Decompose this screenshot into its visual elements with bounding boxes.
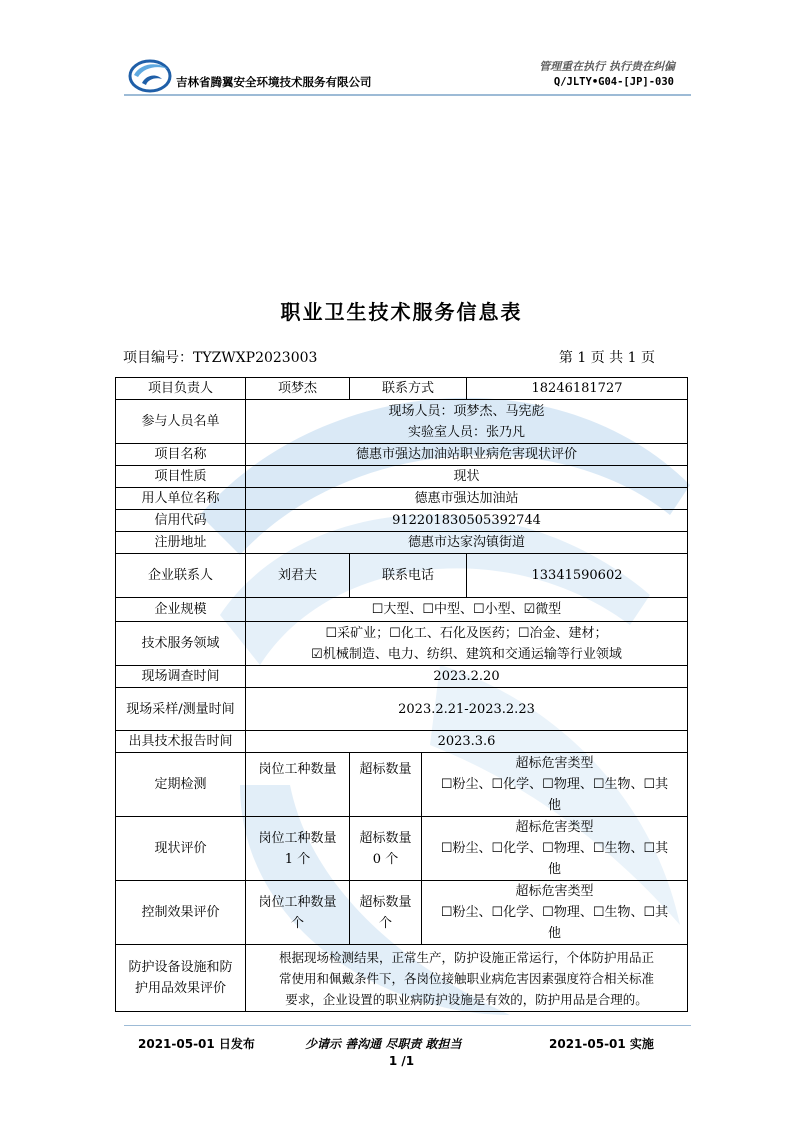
protection-text-line: 根据现场检测结果，正常生产，防护设施正常运行，个体防护用品正 bbox=[279, 949, 655, 965]
table-row bbox=[116, 400, 688, 444]
status-label: 现状评价 bbox=[116, 817, 246, 881]
address-value: 德惠市达家沟镇街道 bbox=[246, 532, 688, 554]
header-motto: 管理重在执行 执行贵在纠偏 bbox=[539, 60, 675, 73]
hazard-title: 超标危害类型 bbox=[515, 884, 594, 899]
page-title: 职业卫生技术服务信息表 bbox=[280, 300, 523, 324]
table-row bbox=[116, 622, 688, 666]
company-logo-icon bbox=[128, 55, 172, 93]
contact-label: 联系方式 bbox=[350, 378, 467, 400]
survey-label: 现场调查时间 bbox=[116, 666, 246, 688]
company-name: 吉林省腾翼安全环境技术服务有限公司 bbox=[176, 75, 372, 89]
hazard-title: 超标危害类型 bbox=[515, 756, 594, 771]
issue-date: 2021-05-01 日发布 bbox=[138, 1037, 255, 1051]
table-row bbox=[116, 488, 688, 510]
footer-divider bbox=[124, 1025, 691, 1026]
implementation-date: 2021-05-01 实施 bbox=[549, 1037, 654, 1051]
employer-value: 德惠市强达加油站 bbox=[246, 488, 688, 510]
address-label: 注册地址 bbox=[116, 532, 246, 554]
table-row bbox=[116, 378, 688, 400]
table-row bbox=[116, 945, 688, 1012]
ent-contact-label: 企业联系人 bbox=[116, 554, 246, 598]
footer-slogan: 少请示 善沟通 尽职责 敢担当 bbox=[305, 1037, 462, 1051]
ent-contact-value: 刘君夫 bbox=[246, 554, 350, 598]
table-row bbox=[116, 598, 688, 622]
page-number: 1 /1 bbox=[388, 1054, 415, 1068]
protection-text-line: 要求，企业设置的职业病防护设施是有效的，防护用品是合理的。 bbox=[285, 991, 648, 1007]
status-exceed-count: 0 个 bbox=[372, 851, 399, 867]
control-hazard-cell bbox=[422, 881, 688, 945]
table-row bbox=[116, 881, 688, 945]
contact-value: 18246181727 bbox=[467, 378, 688, 400]
table-row bbox=[116, 466, 688, 488]
participants-label: 参与人员名单 bbox=[116, 400, 246, 444]
control-posts: 岗位工种数量 bbox=[258, 894, 337, 910]
protection-label: 护用品效果评价 bbox=[134, 981, 226, 996]
periodic-exceed: 超标数量 bbox=[350, 753, 422, 817]
status-hazard-cell bbox=[422, 817, 688, 881]
table-row bbox=[116, 666, 688, 688]
hazard-options: 他 bbox=[548, 798, 562, 813]
table-row bbox=[116, 554, 688, 598]
participants-line: 实验室人员：张乃凡 bbox=[408, 424, 526, 440]
nature-label: 项目性质 bbox=[116, 466, 246, 488]
scale-label: 企业规模 bbox=[116, 598, 246, 622]
field-line: ☐采矿业；☐化工、石化及医药；☐冶金、建材； bbox=[325, 625, 608, 641]
leader-value: 项梦杰 bbox=[246, 378, 350, 400]
credit-label: 信用代码 bbox=[116, 510, 246, 532]
scale-value: ☐大型、☐中型、☐小型、☑微型 bbox=[246, 598, 688, 622]
project-name-label: 项目名称 bbox=[116, 444, 246, 466]
control-label: 控制效果评价 bbox=[116, 881, 246, 945]
employer-label: 用人单位名称 bbox=[116, 488, 246, 510]
report-value: 2023.3.6 bbox=[246, 731, 688, 753]
credit-value: 912201830505392744 bbox=[246, 510, 688, 532]
control-exceed-count: 个 bbox=[378, 915, 392, 931]
status-exceed: 超标数量 bbox=[359, 830, 412, 846]
project-number: 项目编号：TYZWXP2023003 bbox=[123, 350, 318, 366]
hazard-options: 他 bbox=[548, 862, 562, 877]
field-label: 技术服务领域 bbox=[116, 622, 246, 666]
control-exceed: 超标数量 bbox=[359, 894, 412, 910]
status-posts-count: 1 个 bbox=[284, 851, 311, 867]
table-row bbox=[116, 532, 688, 554]
table-row bbox=[116, 731, 688, 753]
status-exceed-cell bbox=[350, 817, 422, 881]
header-divider bbox=[124, 94, 691, 96]
table-row bbox=[116, 753, 688, 817]
info-table bbox=[115, 377, 688, 1012]
status-posts: 岗位工种数量 bbox=[258, 830, 337, 846]
participants-line: 现场人员：项梦杰、马宪彪 bbox=[388, 403, 545, 419]
report-label: 出具技术报告时间 bbox=[116, 731, 246, 753]
survey-value: 2023.2.20 bbox=[246, 666, 688, 688]
participants-cell bbox=[246, 400, 688, 444]
hazard-title: 超标危害类型 bbox=[515, 820, 594, 835]
protection-text-line: 常使用和佩戴条件下，各岗位接触职业病危害因素强度符合相关标准 bbox=[279, 970, 655, 986]
periodic-hazard-cell bbox=[422, 753, 688, 817]
field-cell bbox=[246, 622, 688, 666]
status-posts-cell bbox=[246, 817, 350, 881]
hazard-options: ☐粉尘、☐化学、☐物理、☐生物、☐其 bbox=[440, 905, 669, 920]
nature-value: 现状 bbox=[246, 466, 688, 488]
project-name-value: 德惠市强达加油站职业病危害现状评价 bbox=[246, 444, 688, 466]
control-posts-count: 个 bbox=[290, 915, 304, 931]
table-row bbox=[116, 817, 688, 881]
leader-label: 项目负责人 bbox=[116, 378, 246, 400]
table-row bbox=[116, 510, 688, 532]
control-exceed-cell bbox=[350, 881, 422, 945]
control-posts-cell bbox=[246, 881, 350, 945]
document-number: Q/JLTY•G04-[JP]-030 bbox=[553, 76, 674, 88]
sampling-label: 现场采样/测量时间 bbox=[116, 688, 246, 731]
periodic-label: 定期检测 bbox=[116, 753, 246, 817]
periodic-posts: 岗位工种数量 bbox=[246, 753, 350, 817]
protection-label-cell bbox=[116, 945, 246, 1012]
hazard-options: ☐粉尘、☐化学、☐物理、☐生物、☐其 bbox=[440, 841, 669, 856]
table-row bbox=[116, 444, 688, 466]
table-row bbox=[116, 688, 688, 731]
field-line: ☑机械制造、电力、纺织、建筑和交通运输等行业领域 bbox=[311, 646, 622, 662]
phone-label: 联系电话 bbox=[350, 554, 467, 598]
hazard-options: ☐粉尘、☐化学、☐物理、☐生物、☐其 bbox=[440, 777, 669, 792]
protection-label: 防护设备设施和防 bbox=[128, 960, 233, 975]
protection-cell bbox=[246, 945, 688, 1012]
hazard-options: 他 bbox=[548, 926, 562, 941]
page-info: 第 1 页 共 1 页 bbox=[558, 350, 655, 366]
phone-value: 13341590602 bbox=[467, 554, 688, 598]
sampling-value: 2023.2.21-2023.2.23 bbox=[246, 688, 688, 731]
